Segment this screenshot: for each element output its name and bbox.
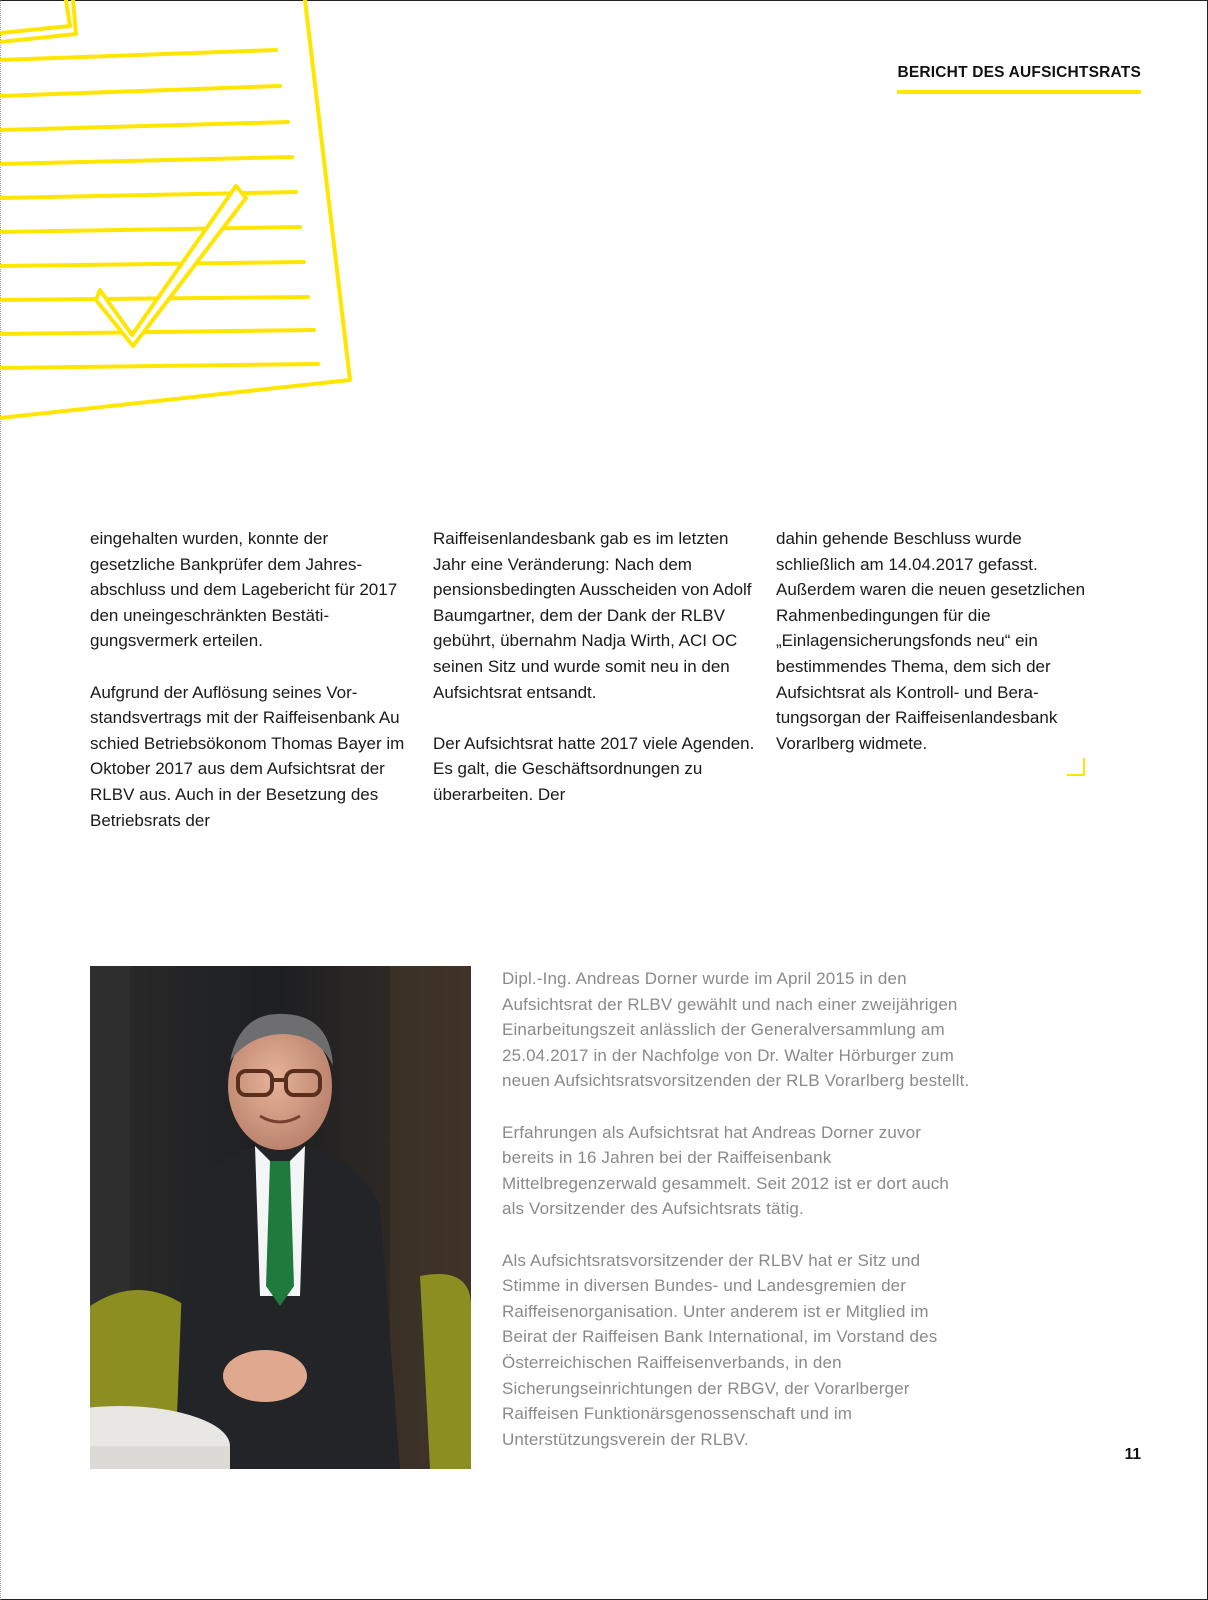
bio-text xyxy=(502,966,972,1478)
section-title: BERICHT DES AUFSICHTSRATS xyxy=(897,64,1141,94)
paragraph: dahin gehende Beschluss wurde schließlich am 14.04.2017 gefasst. Außerdem waren die neuen gesetzlichen Rahmenbedingungen für die „Einlagensicherungsfonds neu“ ein bestimmendes Thema, dem sich der Aufsichtsrat als Kontroll- und Beratungsorgan der Raiffeisenlandesbank Vorarlberg widmete. xyxy=(776,529,1086,753)
portrait-photo xyxy=(90,966,471,1469)
paragraph: Als Aufsichtsratsvorsitzender der RLBV hat er Sitz und Stimme in diversen Bundes- und Landesgremien der Raiffeisenorganisation. Unter anderem ist er Mitglied im Beirat der Raiffeisen Bank International, im Vorstand des Österreichischen Raiffeisenverbands, in den Sicherungseinrichtungen der RBGV, der Vorarlberger Raiffeisen Funktionärsgenossenschaft und im Unterstützungsverein der RLBV. xyxy=(502,1250,938,1449)
paragraph: Erfahrungen als Aufsichtsrat hat Andreas Dorner zuvor bereits in 16 Jahren bei der Raiffeisenbank Mittelbregenzerwald gesammelt. Seit 2012 ist er dort auch als Vorsitzender des Aufsichtsrats tätig. xyxy=(502,1122,949,1219)
paragraph: Der Aufsichtsrat hatte 2017 viele Agenden. Es galt, die Geschäftsordnungen zu überarbeiten. Der xyxy=(433,733,755,804)
paragraph: Dipl.-Ing. Andreas Dorner wurde im April 2015 in den Aufsichtsrat der RLBV gewählt und nach einer zweijährigen Einarbeitungszeit anlässlich der Generalversammlung am 25.04.2017 in der Nachfolge von Dr. Walter Hörburger zum neuen Aufsichtsratsvorsitzenden der RLB Vorarlberg bestellt. xyxy=(502,969,970,1091)
paragraph: Raiffeisenlandesbank gab es im letzten Jahr eine Veränderung: Nach dem pensionsbedingten Ausscheiden von Adolf Baumgartner, dem der Dank der RLBV gebührt, übernahm Nadja Wirth, ACI OC seinen Sitz und wurde somit neu in den Aufsichtsrat entsandt. xyxy=(433,529,752,702)
text-column-3 xyxy=(776,526,1098,782)
paragraph: Aufgrund der Auflösung seines Vorstandsvertrags mit der Raiffeisenbank Au schied Betriebsökonom Thomas Bayer im Oktober 2017 aus dem Aufsichtsrat der RLBV aus. Auch in der Besetzung des Betriebsrats der xyxy=(90,682,405,830)
page-number: 11 xyxy=(1124,1446,1141,1463)
text-column-2 xyxy=(433,526,755,833)
checklist-document-icon xyxy=(0,0,360,430)
corner-end-mark-icon xyxy=(1067,758,1085,776)
text-column-1 xyxy=(90,526,412,859)
paragraph: eingehalten wurden, konnte der gesetzliche Bankprüfer dem Jahresabschluss und dem Lagebericht für 2017 den uneingeschränkten Bestätigungsvermerk erteilen. xyxy=(90,529,398,651)
